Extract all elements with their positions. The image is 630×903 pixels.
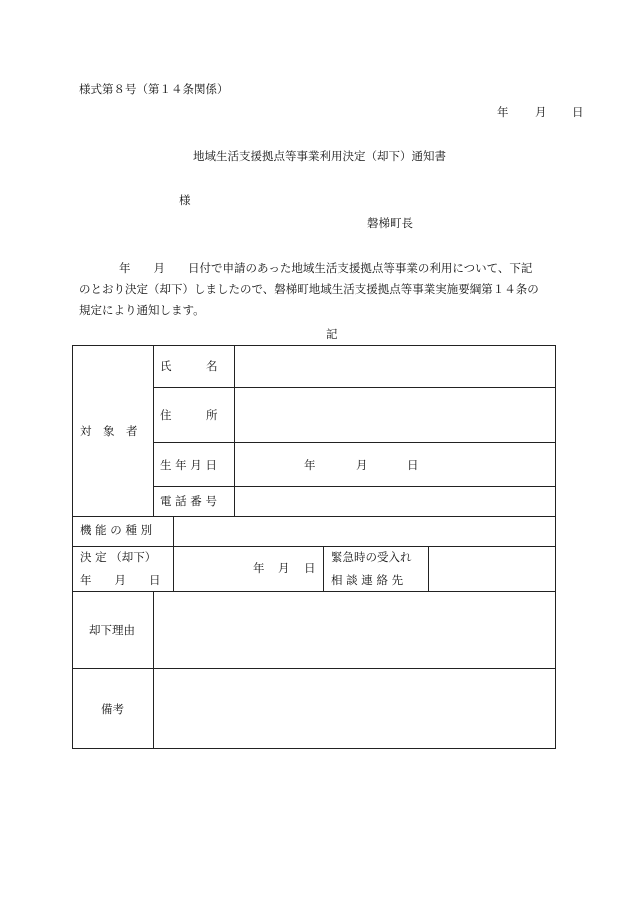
sender-name: 磐梯町長 — [367, 216, 413, 230]
body-line-2: のとおり決定（却下）しましたので、磐梯町地域生活支援拠点等事業実施要綱第１４条の — [79, 282, 539, 296]
rule-subject-bottom — [73, 516, 556, 517]
rule-sub-label-right — [234, 346, 235, 516]
rule-decision-date-right — [323, 546, 324, 591]
date-day: 日 — [572, 105, 584, 119]
rule-lower-label-right — [153, 591, 154, 749]
function-type-label: 機 能 の 種 別 — [80, 523, 153, 537]
rule-birthdate-bottom — [153, 486, 556, 487]
rule-reason-bottom — [73, 668, 556, 669]
decision-year: 年 — [253, 561, 265, 575]
date-month: 月 — [535, 105, 547, 119]
birthdate-label: 生 年 月 日 — [160, 458, 217, 472]
rule-function-label-right — [173, 516, 174, 591]
birth-day: 日 — [407, 458, 419, 472]
rule-subject-right — [153, 346, 154, 516]
subject-label: 対 象 者 — [80, 424, 138, 438]
body-line-3: 規定により通知します。 — [79, 303, 205, 317]
rule-function-bottom — [73, 546, 556, 547]
rule-emergency-label-right — [428, 546, 429, 591]
rule-address-bottom — [153, 442, 556, 443]
phone-label: 電 話 番 号 — [160, 494, 217, 508]
info-table — [72, 345, 556, 749]
address-label: 住 所 — [160, 408, 218, 422]
body-line-1: 年 月 日付で申請のあった地域生活支援拠点等事業の利用について、下記 — [119, 261, 533, 275]
remarks-label: 備考 — [101, 702, 124, 716]
emergency-label-line1: 緊急時の受入れ — [331, 550, 412, 564]
birth-month: 月 — [356, 458, 368, 472]
form-number: 様式第８号（第１４条関係） — [79, 82, 229, 96]
rule-decision-bottom — [73, 591, 556, 592]
name-label: 氏 名 — [160, 359, 218, 373]
emergency-label-line2: 相 談 連 絡 先 — [331, 573, 404, 587]
date-year: 年 — [497, 105, 509, 119]
rule-name-bottom — [153, 387, 556, 388]
ki-mark: 記 — [326, 327, 338, 341]
rejection-reason-label: 却下理由 — [89, 623, 135, 637]
decision-day: 日 — [304, 561, 316, 575]
document-title: 地域生活支援拠点等事業利用決定（却下）通知書 — [193, 149, 446, 163]
decision-label-line1: 決 定 （却下） — [80, 550, 157, 564]
addressee-honorific: 様 — [179, 193, 191, 207]
birth-year: 年 — [304, 458, 316, 472]
decision-month: 月 — [278, 561, 290, 575]
decision-label-line2: 年 月 日 — [80, 573, 161, 587]
